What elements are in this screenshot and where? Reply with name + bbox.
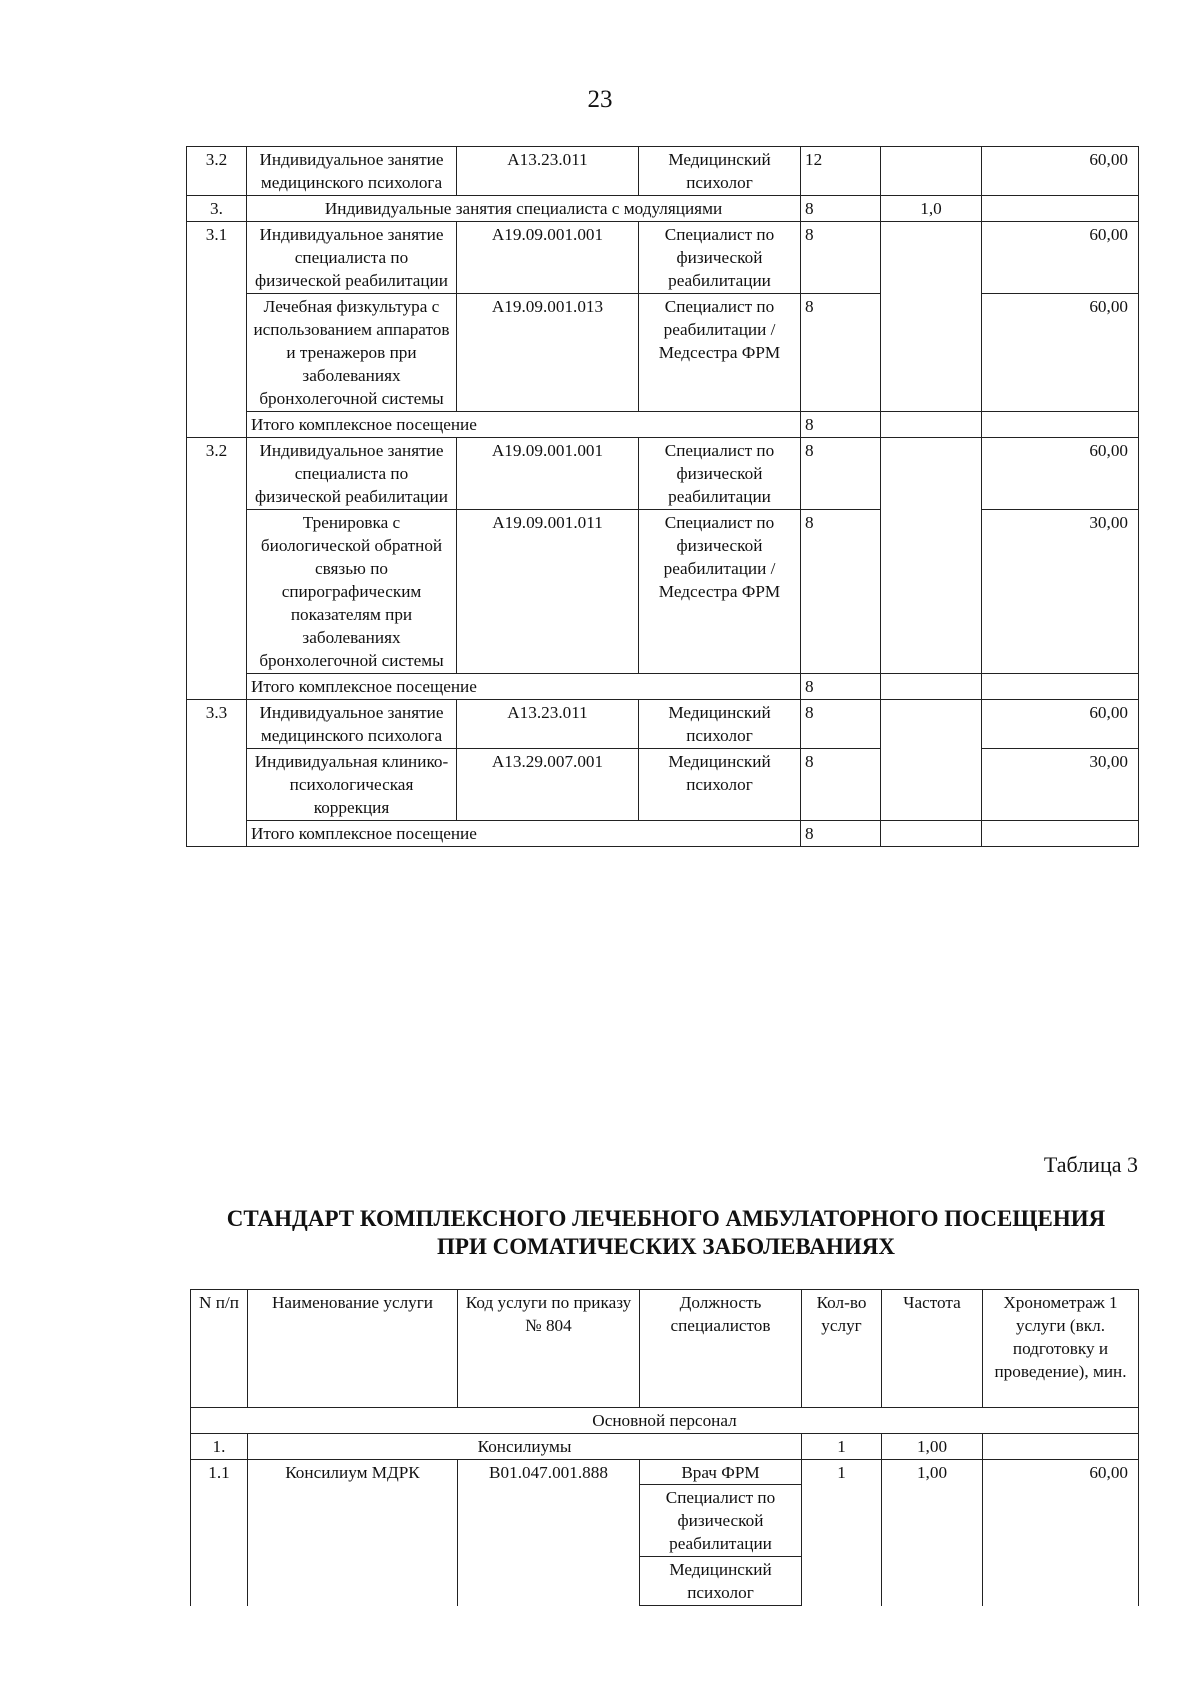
specialist: Медицинский психолог [639,147,801,196]
service-frequency [881,700,982,821]
service-time: 60,00 [982,700,1139,749]
table-row [187,749,1139,821]
service-time: 60,00 [983,1460,1139,1606]
table-row [191,1460,1139,1606]
service-name: Лечебная физкультура с использованием аппаратов и тренажеров при заболеваниях бронхолегочной системы [247,294,457,412]
section-row [191,1408,1139,1434]
service-time [983,1434,1139,1460]
table-title-line: ПРИ СОМАТИЧЕСКИХ ЗАБОЛЕВАНИЯХ [437,1234,895,1259]
service-name: Индивидуальная клинико-психологическая коррекция [247,749,457,821]
row-number: 3.3 [187,700,247,749]
header-name: Наименование услуги [248,1290,458,1408]
specialist: Медицинский психолог [639,749,801,821]
specialist-list [640,1460,802,1606]
service-code: А19.09.001.011 [457,510,639,674]
specialist: Специалист по физической реабилитации [639,438,801,510]
service-code: А13.23.011 [457,147,639,196]
service-qty: 8 [801,700,881,749]
service-qty: 8 [801,821,881,847]
service-time [982,196,1139,222]
table-row [191,1434,1139,1460]
row-number [187,412,247,438]
table-row [187,222,1139,294]
service-qty: 8 [801,510,881,674]
service-name: Индивидуальное занятие специалиста по физической реабилитации [247,438,457,510]
table-row [187,147,1139,196]
row-number: 3.2 [187,438,247,510]
service-code: А19.09.001.001 [457,438,639,510]
service-name: Индивидуальное занятие медицинского психолога [247,700,457,749]
service-code: А19.09.001.013 [457,294,639,412]
header-qty: Кол-во услуг [802,1290,882,1408]
header-specialist: Должность специалистов [640,1290,802,1408]
standard-table [190,1289,1139,1606]
row-number: 1. [191,1434,248,1460]
row-number [187,294,247,412]
service-frequency: 1,00 [882,1434,983,1460]
table-row [187,510,1139,674]
service-time: 60,00 [982,294,1139,412]
table-title-line: СТАНДАРТ КОМПЛЕКСНОГО ЛЕЧЕБНОГО АМБУЛАТОРНОГО ПОСЕЩЕНИЯ [226,1206,1106,1231]
service-frequency [881,147,982,196]
specialist: Медицинский психолог [639,700,801,749]
page-number: 23 [587,86,613,113]
service-frequency: 1,0 [881,196,982,222]
specialist: Специалист по физической реабилитации /Медсестра ФРМ [639,510,801,674]
header-code: Код услуги по приказу № 804 [458,1290,640,1408]
service-qty: 8 [801,412,881,438]
service-qty: 8 [801,294,881,412]
header-frequency: Частота [882,1290,983,1408]
service-name: Индивидуальное занятие специалиста по физической реабилитации [247,222,457,294]
specialist: Специалист по физической реабилитации [639,222,801,294]
service-qty: 1 [802,1434,882,1460]
header-num: N п/п [191,1290,248,1408]
service-code: А13.23.011 [457,700,639,749]
service-time [982,674,1139,700]
service-time [982,412,1139,438]
table-row [187,674,1139,700]
row-number [187,510,247,674]
service-time: 60,00 [982,438,1139,510]
service-frequency [881,438,982,674]
service-name: Консилиум МДРК [248,1460,458,1606]
table-header-row [191,1290,1139,1408]
group-title: Индивидуальные занятия специалиста с модуляциями [247,196,801,222]
service-frequency: 1,00 [882,1460,983,1606]
service-qty: 8 [801,438,881,510]
service-qty: 8 [801,749,881,821]
row-number [187,821,247,847]
service-qty: 8 [801,674,881,700]
service-qty: 8 [801,222,881,294]
row-number [187,749,247,821]
service-time [982,821,1139,847]
service-qty: 12 [801,147,881,196]
table-row [187,821,1139,847]
specialist: Врач ФРМ [681,1463,760,1482]
row-number: 3.2 [187,147,247,196]
total-label: Итого комплексное посещение [247,821,801,847]
table-title [186,1205,1146,1261]
service-time: 30,00 [982,510,1139,674]
row-number: 1.1 [191,1460,248,1606]
service-frequency [881,412,982,438]
total-label: Итого комплексное посещение [247,674,801,700]
service-frequency [881,222,982,412]
row-number: 3.1 [187,222,247,294]
service-time: 30,00 [982,749,1139,821]
services-table-continuation [186,146,1139,847]
service-time: 60,00 [982,147,1139,196]
service-code: А19.09.001.001 [457,222,639,294]
service-frequency [881,821,982,847]
section-title: Основной персонал [191,1408,1139,1434]
service-code: А13.29.007.001 [457,749,639,821]
table-row [187,412,1139,438]
specialist: Специалист по физической реабилитации [640,1484,801,1556]
service-name: Индивидуальное занятие медицинского психолога [247,147,457,196]
service-name: Тренировка с биологической обратной связью по спирографическим показателям при заболеваниях бронхолегочной системы [247,510,457,674]
table-row [187,438,1139,510]
service-frequency [881,674,982,700]
group-title: Консилиумы [248,1434,802,1460]
row-number [187,674,247,700]
service-qty: 1 [802,1460,882,1606]
table-row [187,196,1139,222]
service-code: В01.047.001.888 [458,1460,640,1606]
specialist: Медицинский психолог [640,1556,801,1605]
service-time: 60,00 [982,222,1139,294]
table-label: Таблица 3 [1043,1152,1138,1177]
specialist: Специалист по реабилитации /Медсестра ФРМ [639,294,801,412]
row-number: 3. [187,196,247,222]
header-time: Хронометраж 1 услуги (вкл. подготовку и проведение), мин. [983,1290,1139,1408]
service-qty: 8 [801,196,881,222]
total-label: Итого комплексное посещение [247,412,801,438]
table-row [187,700,1139,749]
table-row [187,294,1139,412]
